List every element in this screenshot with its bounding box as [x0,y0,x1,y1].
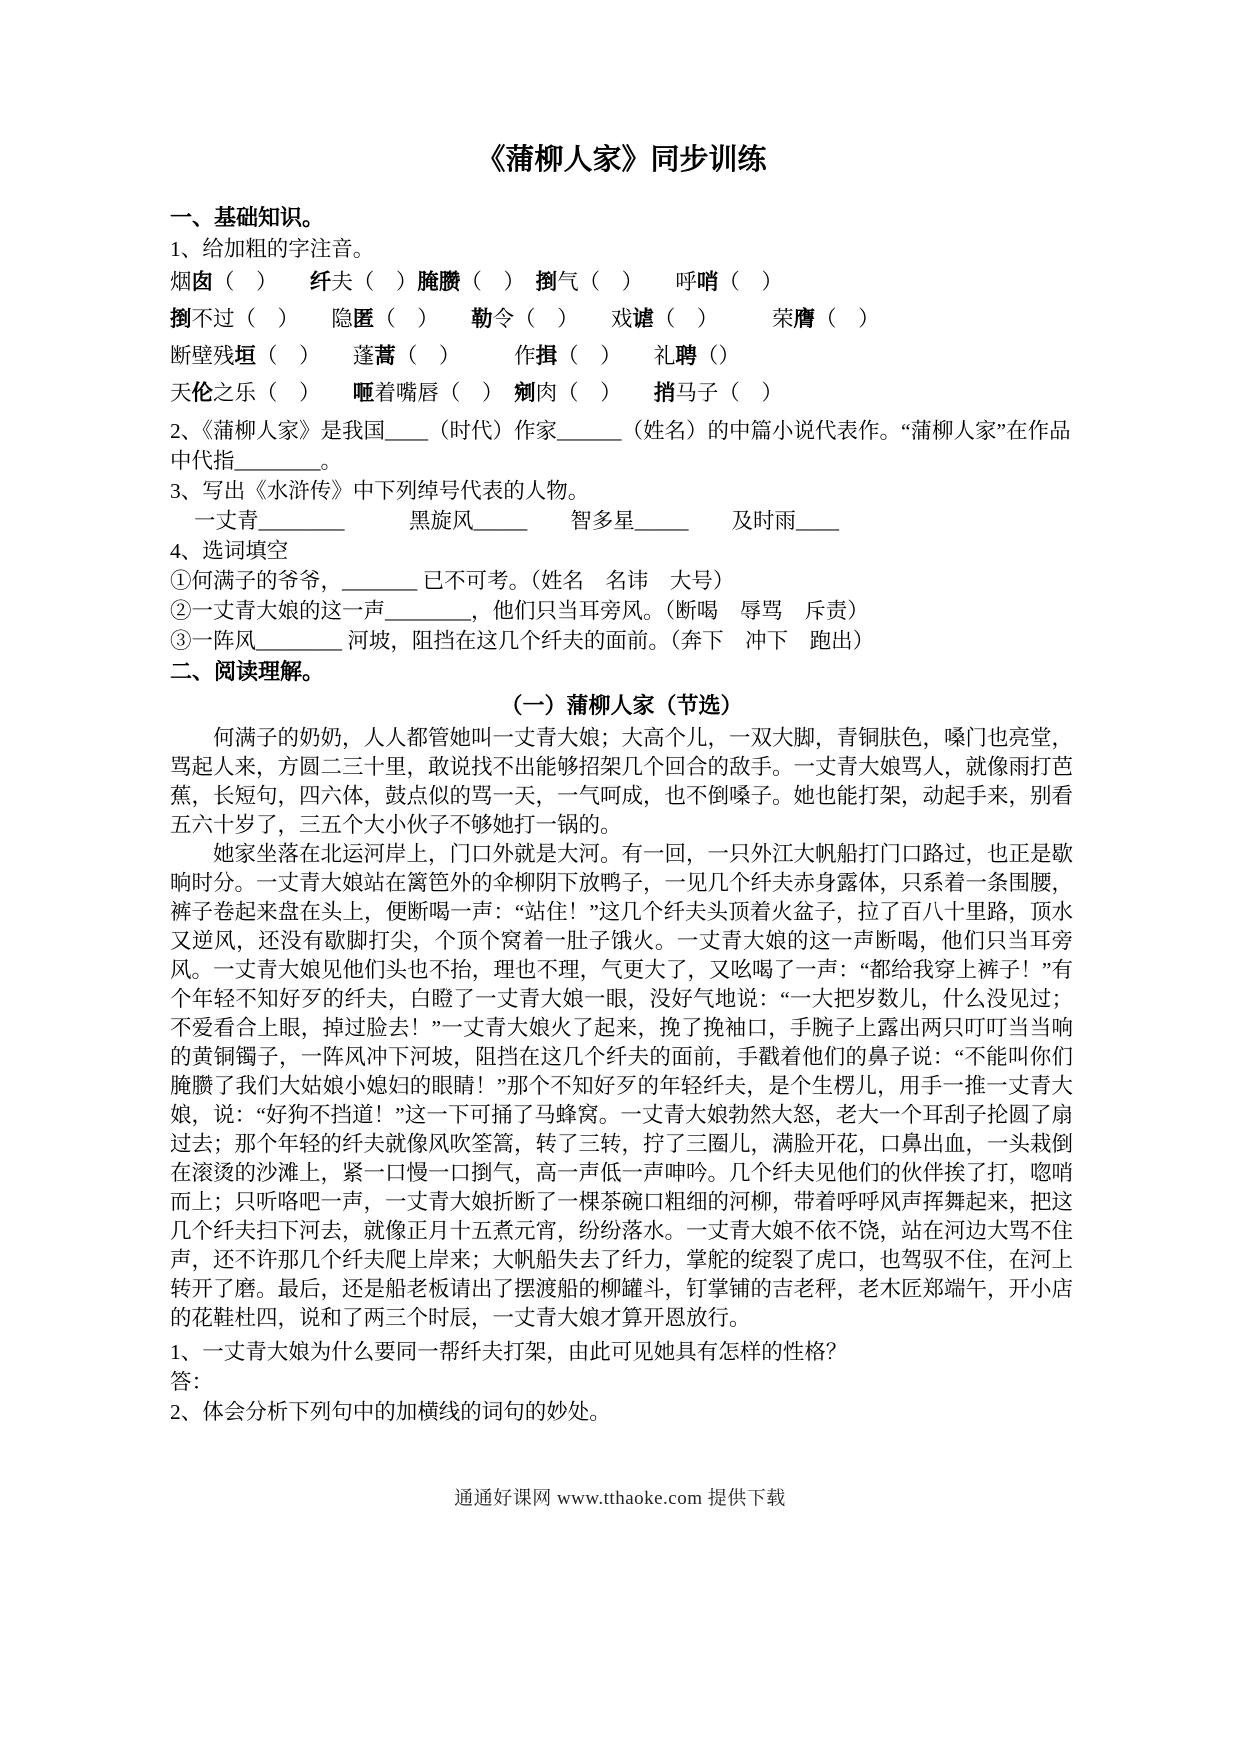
passage-paragraph-2: 她家坐落在北运河岸上，门口外就是大河。有一回，一只外江大帆船打门口路过，也正是歇晌时分。一丈青大娘站在篱笆外的伞柳阴下放鸭子，一见几个纤夫赤身露体，只系着一条围腰，裤子卷起来盘在头上，便断喝一声：“站住！”这几个纤夫头顶着火盆子，拉了百八十里路，顶水又逆风，还没有歇脚打尖，个顶个窝着一肚子饿火。一丈青大娘的这一声断喝，他们只当耳旁风。一丈青大娘见他们头也不抬，理也不理，气更大了，又吆喝了一声：“都给我穿上裤子！”有个年轻不知好歹的纤夫，白瞪了一丈青大娘一眼，没好气地说：“一大把岁数儿，什么没见过；不爱看合上眼，掉过脸去！”一丈青大娘火了起来，挽了挽袖口，手腕子上露出两只叮叮当当响的黄铜镯子，一阵风冲下河坡，阻挡在这几个纤夫的面前，手戳着他们的鼻子说：“不能叫你们腌臜了我们大姑娘小媳妇的眼睛！”那个不知好歹的年轻纤夫，是个生楞儿，用手一推一丈青大娘，说：“好狗不挡道！”这一下可捅了马蜂窝。一丈青大娘勃然大怒，老大一个耳刮子抡圆了扇过去；那个年轻的纤夫就像风吹筌篙，转了三转，拧了三圈儿，满脸开花，口鼻出血，一头栽倒在滚烫的沙滩上，紧一口慢一口捯气，高一声低一声呻吟。几个纤夫见他们的伙伴挨了打，唿哨而上；只听咯吧一声，一丈青大娘折断了一棵茶碗口粗细的河柳，带着呼呼风声挥舞起来，把这几个纤夫扫下河去，就像正月十五煮元宵，纷纷落水。一丈青大娘不依不饶，站在河边大骂不住声，还不许那几个纤夫爬上岸来；大帆船失去了纤力，掌舵的绽裂了虎口，也驾驭不住，在河上转开了磨。最后，还是船老板请出了摆渡船的柳罐斗，钉掌铺的吉老秤，老木匠郑端午，开小店的花鞋杜四，说和了两三个时辰，一丈青大娘才算开恩放行。 [170,842,1074,1330]
reading-question-2: 2、体会分析下列句中的加横线的词句的妙处。 [170,1400,611,1424]
question4-item-2: ②一丈青大娘的这一声________，他们只当耳旁风。（断喝 辱骂 斥责） [170,599,869,623]
pinyin-line-1: 烟囱（ ） 纤夫（ ）腌臜（ ） 捯气（ ） 呼哨（ ） [170,270,783,294]
reading-question-1: 1、一丈青大娘为什么要同一帮纤夫打架，由此可见她具有怎样的性格？ [170,1340,848,1364]
section1-heading: 一、基础知识。 [170,205,325,230]
answer-label: 答： [170,1370,214,1394]
question4-item-3: ③一阵风________ 河坡，阻挡在这几个纤夫的面前。（奔下 冲下 跑出） [170,629,875,653]
pinyin-line-4: 天伦之乐（ ） 咂着嘴唇（ ） 剜肉（ ） 捎马子（ ） [170,381,783,405]
page-title: 《蒲柳人家》同步训练 [476,144,767,176]
pinyin-line-2: 捯不过（ ） 隐匿（ ） 勒令（ ） 戏谑（ ） 荣膺（ ） [170,307,880,331]
question4-item-1: ①何满子的爷爷，_______ 已不可考。（姓名 名讳 大号） [170,569,735,593]
passage-title: （一）蒲柳人家（节选） [500,693,743,718]
pinyin-line-3: 断壁残垣（ ） 蓬蒿（ ） 作揖（ ） 礼聘（） [170,344,740,368]
page-footer: 通通好课网 www.tthaoke.com 提供下载 [454,1488,786,1509]
section2-heading: 二、阅读理解。 [170,659,325,684]
question3-blanks-line: 一丈青________ 黑旋风_____ 智多星_____ 及时雨____ [194,509,840,533]
question1-label: 1、给加粗的字注音。 [170,237,375,261]
question2-text: 2、《蒲柳人家》是我国____（时代）作家______（姓名）的中篇小说代表作。“蒲柳人家”在作品中代指________。 [170,419,1071,473]
question4-label: 4、选词填空 [170,539,289,563]
question3-label: 3、写出《水浒传》中下列绰号代表的人物。 [170,479,590,503]
passage-paragraph-1: 何满子的奶奶，人人都管她叫一丈青大娘；大高个儿，一双大脚，青铜肤色，嗓门也亮堂，骂起人来，方圆二三十里，敢说找不出能够招架几个回合的敌手。一丈青大娘骂人，就像雨打芭蕉，长短句，四六体，鼓点似的骂一天，一气呵成，也不倒嗓子。她也能打架，动起手来，别看五六十岁了，三五个大小伙子不够她打一锅的。 [170,726,1074,837]
